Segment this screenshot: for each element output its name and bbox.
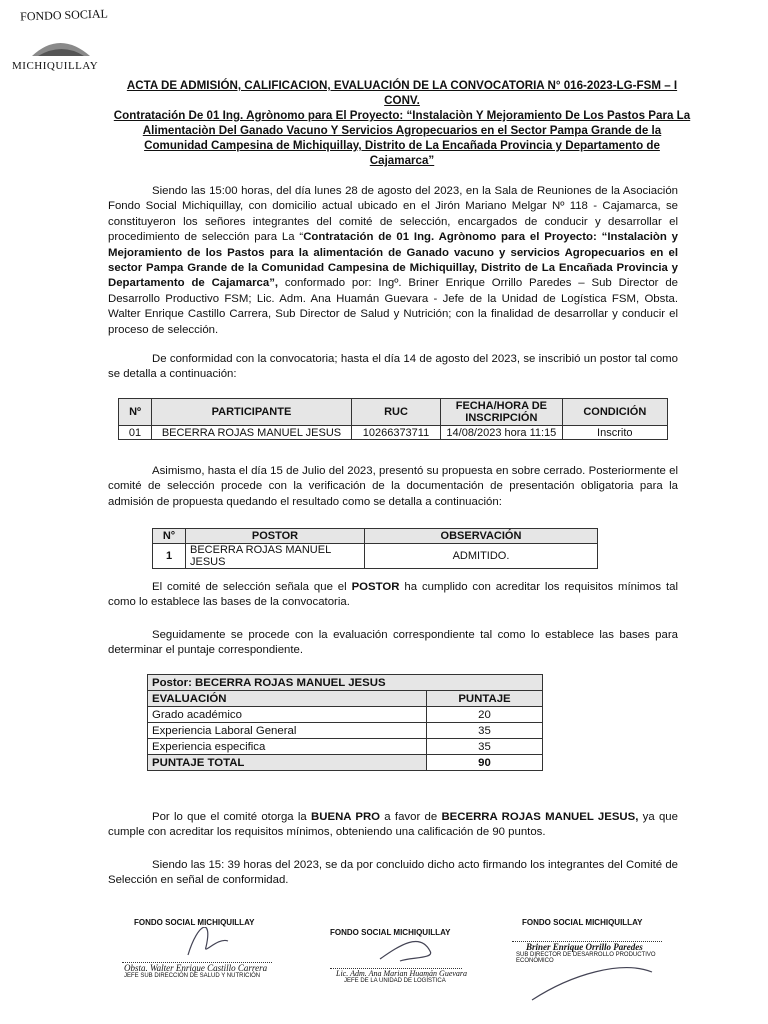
- logo-text: MICHIQUILLAY: [12, 60, 99, 72]
- paragraph-opening: Siendo las 15:00 horas, del día lunes 28 de agosto del 2023, en la Sala de Reuniones de la Asociación Fondo Social Michiquillay, con domicilio actual ubicado en el Jirón Mariano Melgar Nº 118 - Cajamarca, se constituyeron los señores integrantes del comité de selección, encargados de conducir y desarrollar el procedimiento de selección para La “Contratación de 01 Ing. Agrònomo para el Proyecto: “Instalaciòn y Mejoramiento de los Pastos para la alimentación de Ganado vacuno y servicios Agropecuarios en el sector Pampa Grande de la Comunidad Campesina de Michiquillay, Distrito de La Encañada Provincia y Departamento de Cajamarca”, conformado por: Ingº. Briner Enrique Orrillo Paredes – Sub Director de Desarrollo Productivo FSM; Lic. Adm. Ana Huamán Guevara - Jefe de la Unidad de Logística FSM, Obsta. Walter Enrique Castillo Carrera, Sub Director de Salud y Nutrición; con la finalidad de desarrollar y conducir el proceso de selección.: [108, 185, 679, 336]
- paragraph-registration: De conformidad con la convocatoria; hasta el día 14 de agosto del 2023, se inscribió un postor tal como se detalla a continuación:: [108, 353, 678, 381]
- th-observation: OBSERVACIÓN: [365, 529, 598, 544]
- document-title: ACTA DE ADMISIÓN, CALIFICACION, EVALUACIÓN DE LA CONVOCATORIA N° 016-2023-LG-FSM – I CONV.: [126, 79, 678, 107]
- score-postor: Postor: BECERRA ROJAS MANUEL JESUS: [148, 675, 543, 691]
- paragraph-proposal: Asimismo, hasta el día 15 de Julio del 2023, presentó su propuesta en sobre cerrado. Posteriormente el comité de selección procede con la verificación de la documentación de presentación obligatoria para la admisión de propuesta quedando el resultado como se detalla a continuación:: [108, 465, 678, 508]
- signature-block-3: FONDO SOCIAL MICHIQUILLAY Briner Enrique Orrillo Paredes SUB DIRECTOR DE DESARROLLO PRODUCTIVO ECONÓMICO: [512, 918, 682, 1009]
- signature-scribble-icon: [118, 927, 288, 957]
- table-row: 01 BECERRA ROJAS MANUEL JESUS 10266373711 14/08/2023 hora 11:15 Inscrito: [119, 426, 668, 440]
- signature-scribble-icon: [512, 964, 682, 1004]
- logo-arc-text: FONDO SOCIAL: [19, 6, 109, 24]
- signature-block-1: FONDO SOCIAL MICHIQUILLAY Obsta. Walter Enrique Castillo Carrera JEFE SUB DIRECCIÓN DE SALUD Y NUTRICIÓN: [118, 918, 288, 979]
- registration-table: [118, 398, 668, 440]
- table-row: Experiencia especifica 35: [148, 739, 543, 755]
- signature-block-2: FONDO SOCIAL MICHIQUILLAY Lic. Adm. Ana Marian Huamán Guevara JEFE DE LA UNIDAD DE LOGÍSTICA: [330, 928, 480, 984]
- table-row: Experiencia Laboral General 35: [148, 723, 543, 739]
- paragraph-evaluation: Seguidamente se procede con la evaluación correspondiente tal como lo establece las bases para determinar el puntaje correspondiente.: [108, 629, 678, 657]
- table-row: Grado académico 20: [148, 707, 543, 723]
- th-condition: CONDICIÓN: [562, 399, 667, 426]
- total-value: 90: [427, 755, 543, 771]
- th-ruc: RUC: [351, 399, 440, 426]
- th-evaluation: EVALUACIÓN: [148, 691, 427, 707]
- th-number: Nº: [119, 399, 152, 426]
- th-date: FECHA/HORA DE INSCRIPCIÓN: [441, 399, 562, 426]
- score-table: [147, 674, 543, 771]
- signature-scribble-icon: [330, 937, 480, 963]
- document-subtitle: Contratación De 01 Ing. Agrònomo para El Proyecto: “Instalaciòn Y Mejoramiento De Los Pastos Para La Alimentaciòn Del Ganado Vacuno Y Servicios Agropecuarios en el Sector Pampa Grande de la Comunidad Campesina de Michiquillay, Distrito de La Encañada Provincia y Departamento de Cajamarca”: [113, 109, 691, 167]
- th-score: PUNTAJE: [427, 691, 543, 707]
- admission-table: [152, 528, 598, 569]
- paragraph-requirements: El comité de selección señala que el POSTOR ha cumplido con acreditar los requisitos mínimos tal como lo establece las bases de la convocatoria.: [108, 581, 678, 609]
- paragraph-closing: Siendo las 15: 39 horas del 2023, se da por concluido dicho acto firmando los integrantes del Comité de Selección en señal de conformidad.: [108, 859, 678, 887]
- th-number: N°: [153, 529, 186, 544]
- table-row: 1 BECERRA ROJAS MANUEL JESUS ADMITIDO.: [153, 544, 598, 569]
- th-postor: POSTOR: [186, 529, 365, 544]
- th-participant: PARTICIPANTE: [152, 399, 352, 426]
- paragraph-award: Por lo que el comité otorga la BUENA PRO a favor de BECERRA ROJAS MANUEL JESUS, ya que cumple con acreditar los requisitos mínimos, obteniendo una calificación de 90 puntos.: [108, 811, 678, 839]
- total-label: PUNTAJE TOTAL: [148, 755, 427, 771]
